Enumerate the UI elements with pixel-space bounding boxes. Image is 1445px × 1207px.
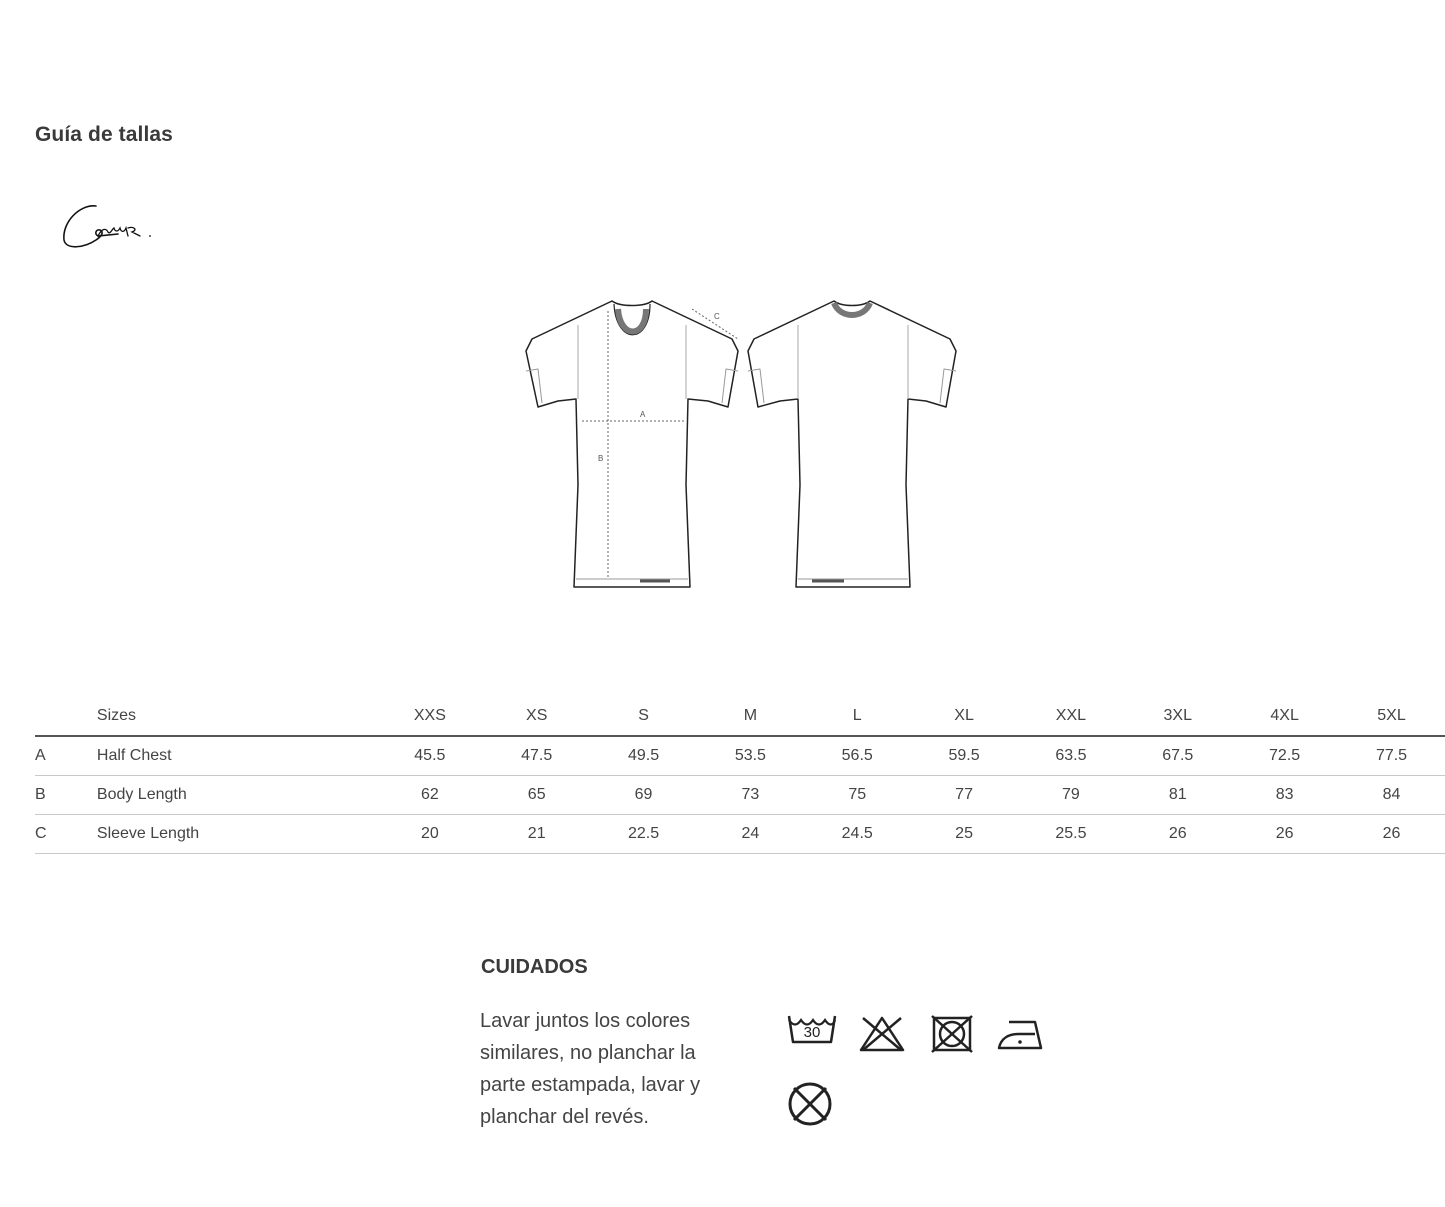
table-cell: 49.5: [590, 736, 697, 776]
header-size: 4XL: [1231, 697, 1338, 736]
care-instructions: Lavar juntos los colores similares, no planchar la parte estampada, lavar y planchar del revés.: [480, 1010, 701, 1128]
no-bleach-icon: [855, 1012, 909, 1062]
table-cell: 83: [1231, 776, 1338, 815]
header-size: S: [590, 697, 697, 736]
header-size: XXL: [1018, 697, 1125, 736]
header-size: L: [804, 697, 911, 736]
tshirt-measurement-diagram: [520, 295, 965, 600]
measure-label-b: B: [598, 454, 604, 463]
table-row: [35, 815, 1445, 854]
no-tumble-dry-icon: [925, 1012, 979, 1062]
table-cell: 69: [590, 776, 697, 815]
table-cell: 26: [1124, 815, 1231, 854]
row-label: Body Length: [97, 776, 377, 815]
tshirt-back: [748, 301, 956, 587]
row-label: Sleeve Length: [97, 815, 377, 854]
table-cell: 53.5: [697, 736, 804, 776]
size-table: [35, 697, 1445, 854]
header-code-cell: [35, 697, 97, 736]
table-cell: 84: [1338, 776, 1445, 815]
table-cell: 63.5: [1018, 736, 1125, 776]
table-cell: 56.5: [804, 736, 911, 776]
table-cell: 24.5: [804, 815, 911, 854]
row-code: C: [35, 815, 97, 854]
care-title: CUIDADOS: [481, 956, 588, 978]
header-sizes-label: Sizes: [97, 697, 377, 736]
table-cell: 67.5: [1124, 736, 1231, 776]
table-row: [35, 736, 1445, 776]
tshirt-front: [526, 301, 738, 587]
header-size: XS: [483, 697, 590, 736]
svg-text:30: 30: [803, 1024, 821, 1041]
table-cell: 25.5: [1018, 815, 1125, 854]
table-cell: 75: [804, 776, 911, 815]
table-cell: 24: [697, 815, 804, 854]
table-cell: 26: [1231, 815, 1338, 854]
header-size: XL: [911, 697, 1018, 736]
row-code: A: [35, 736, 97, 776]
table-cell: 25: [911, 815, 1018, 854]
no-dry-clean-icon: [783, 1080, 837, 1130]
table-cell: 79: [1018, 776, 1125, 815]
table-row: [35, 776, 1445, 815]
table-cell: 22.5: [590, 815, 697, 854]
table-cell: 20: [376, 815, 483, 854]
table-cell: 81: [1124, 776, 1231, 815]
table-cell: 47.5: [483, 736, 590, 776]
header-size: 3XL: [1124, 697, 1231, 736]
iron-icon: [995, 1012, 1049, 1062]
wash-30-icon: [785, 1012, 839, 1062]
size-table-header: [35, 697, 1445, 736]
row-code: B: [35, 776, 97, 815]
table-cell: 59.5: [911, 736, 1018, 776]
table-cell: 65: [483, 776, 590, 815]
table-cell: 21: [483, 815, 590, 854]
row-label: Half Chest: [97, 736, 377, 776]
header-size: XXS: [376, 697, 483, 736]
table-cell: 62: [376, 776, 483, 815]
table-cell: 45.5: [376, 736, 483, 776]
care-icons: [783, 1010, 1058, 1135]
page-title: Guía de tallas: [35, 123, 173, 146]
table-cell: 73: [697, 776, 804, 815]
measure-label-a: A: [640, 410, 646, 419]
signature-logo: [58, 198, 158, 256]
measure-label-c: C: [714, 312, 720, 321]
table-cell: 77: [911, 776, 1018, 815]
header-size: M: [697, 697, 804, 736]
table-cell: 26: [1338, 815, 1445, 854]
table-cell: 77.5: [1338, 736, 1445, 776]
table-cell: 72.5: [1231, 736, 1338, 776]
header-size: 5XL: [1338, 697, 1445, 736]
